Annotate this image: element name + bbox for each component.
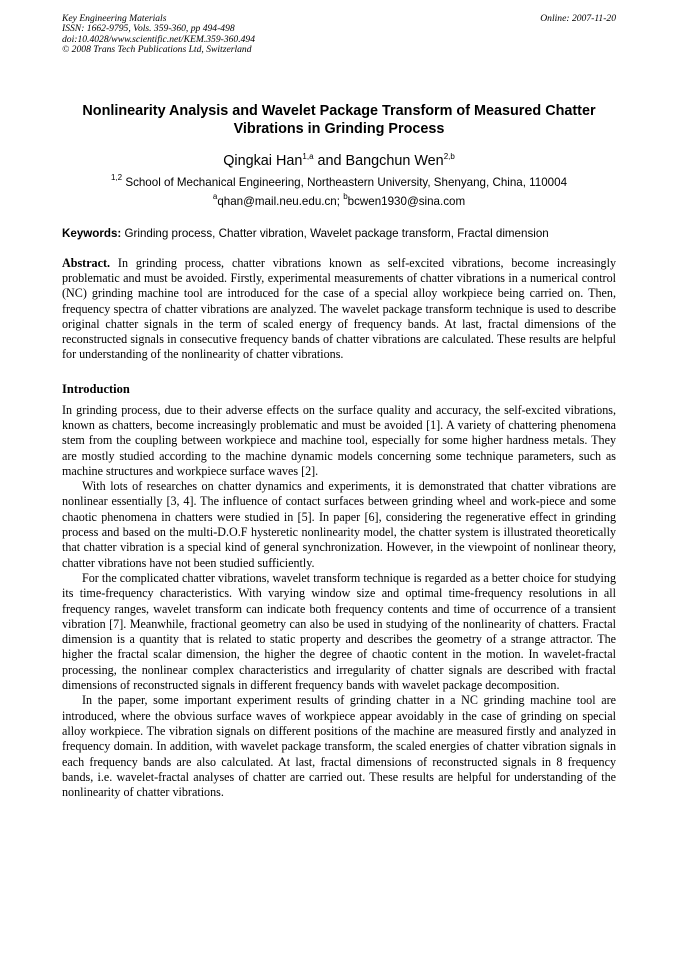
author-line xyxy=(62,153,616,169)
keywords xyxy=(62,227,616,240)
author-superscript: 2,b xyxy=(443,151,455,161)
paper-page xyxy=(62,14,616,800)
email-line xyxy=(62,191,616,208)
author-name: Qingkai Han xyxy=(223,152,303,169)
paper-title: Nonlinearity Analysis and Wavelet Package Transform of Measured Chatter Vibrations in Grinding Process xyxy=(82,102,596,137)
email-superscript: a xyxy=(212,191,218,201)
affiliation-superscript: 1,2 xyxy=(110,172,123,182)
journal-header xyxy=(62,14,616,56)
author-conjunction: and xyxy=(313,152,346,169)
journal-name: Key Engineering Materials xyxy=(62,13,167,24)
intro-paragraph: For the complicated chatter vibrations, wavelet transform technique is regarded as a better choice for studying its time-frequency characteristics. With varying window size and optimal time-frequency resolutions in all frequency ranges, wavelet transform can indicate both frequency contents and time of occurrence of a transient vibration [7]. Meanwhile, fractional geometry can also be used in studying of the nonlinearity of chatters. Fractal dimension is a quantity that is related to static property and describes the geometry of a strange attractor. The higher the fractal scalar dimension, the higher the degree of chaotic content in the motion. In wavelet-fractal processing, the nonlinear complex characteristics and irregularity of chatter signals are described with fractal dimensions of reconstructed signals in different frequency bands with wavelet package decomposition. xyxy=(62,570,616,693)
abstract-label: Abstract. xyxy=(62,255,111,270)
email-address: bcwen1930@sina.com xyxy=(347,194,466,208)
author-superscript: 1,a xyxy=(302,151,314,161)
intro-paragraph: In the paper, some important experiment results of grinding chatter in a NC grinding machine tool are introduced, where the obvious surface waves of workpiece appear avoidably in the case of grinding on special alloy workpiece. The vibration signals on different positions of the machine are measured firstly and analyzed in frequency domain. In addition, with wavelet package transform, the scaled energies of chatter vibration signals in each frequency bands are also calculated. At last, fractal dimensions of reconstructed signals in 8 frequency bands, i.e. wavelet-fractal analyses of chatter are carried out. These results are helpful for understanding of the nonlinearity of chatter vibrations. xyxy=(62,693,616,800)
keywords-text: Grinding process, Chatter vibration, Wavelet package transform, Fractal dimension xyxy=(121,226,549,240)
online-date: Online: 2007-11-20 xyxy=(540,13,616,24)
email-address: qhan@mail.neu.edu.cn; xyxy=(217,194,344,208)
section-heading-introduction: Introduction xyxy=(62,381,130,396)
abstract xyxy=(62,256,616,363)
author-name: Bangchun Wen xyxy=(345,152,444,169)
issn-line: ISSN: 1662-9795, Vols. 359-360, pp 494-498 xyxy=(62,23,235,35)
copyright-line: © 2008 Trans Tech Publications Ltd, Switzerland xyxy=(62,44,252,56)
intro-paragraph: In grinding process, due to their adverse effects on the surface quality and accuracy, the self-excited vibrations, known as chatters, become increasingly problematic and must be avoided [1]. A variety of chattering phenomena stem from the coupling between workpiece and machine tool, especially for some higher hardness metals. They are mostly studied according to the machine dynamic models concerning some technique parameters, such as machine structures and workpiece surface waves [2]. xyxy=(62,402,616,478)
email-superscript: b xyxy=(343,191,348,201)
affiliation-text: School of Mechanical Engineering, Northeastern University, Shenyang, China, 110004 xyxy=(122,175,568,189)
intro-paragraph: With lots of researches on chatter dynamics and experiments, it is demonstrated that chatter vibrations are nonlinear essentially [3, 4]. The influence of contact surfaces between grinding wheel and work-piece and some chaotic phenomena in chatters were studied in [5]. In paper [6], considering the regenerative effect in grinding process and based on the multi-D.O.F hysteretic nonlinearity model, the chatter system is illustrated theoretically that chatter vibration is a special kind of general synchronization. However, in the viewpoint of nonlinear theory, chatter vibrations have not been studied sufficiently. xyxy=(62,479,616,570)
keywords-label: Keywords: xyxy=(62,226,122,240)
affiliation xyxy=(62,172,616,189)
abstract-text: In grinding process, chatter vibrations known as self-excited vibrations, become increasingly problematic and must be avoided. Firstly, experimental measurements of chatter vibrations in a numerical control (NC) grinding machine tool are introduced for the case of a special alloy workpiece being carried on. Then, frequency spectra of chatter vibrations are analyzed. The wavelet package transform technique is used to describe original chatter signals in the term of scaled energy of frequency bands. At last, fractal dimensions of the reconstructed signals in consecutive frequency bands of chatter vibrations are calculated. These results are helpful for understanding of the nonlinearity of chatter vibrations. xyxy=(62,255,616,362)
doi-line: doi:10.4028/www.scientific.net/KEM.359-360.494 xyxy=(62,33,256,45)
